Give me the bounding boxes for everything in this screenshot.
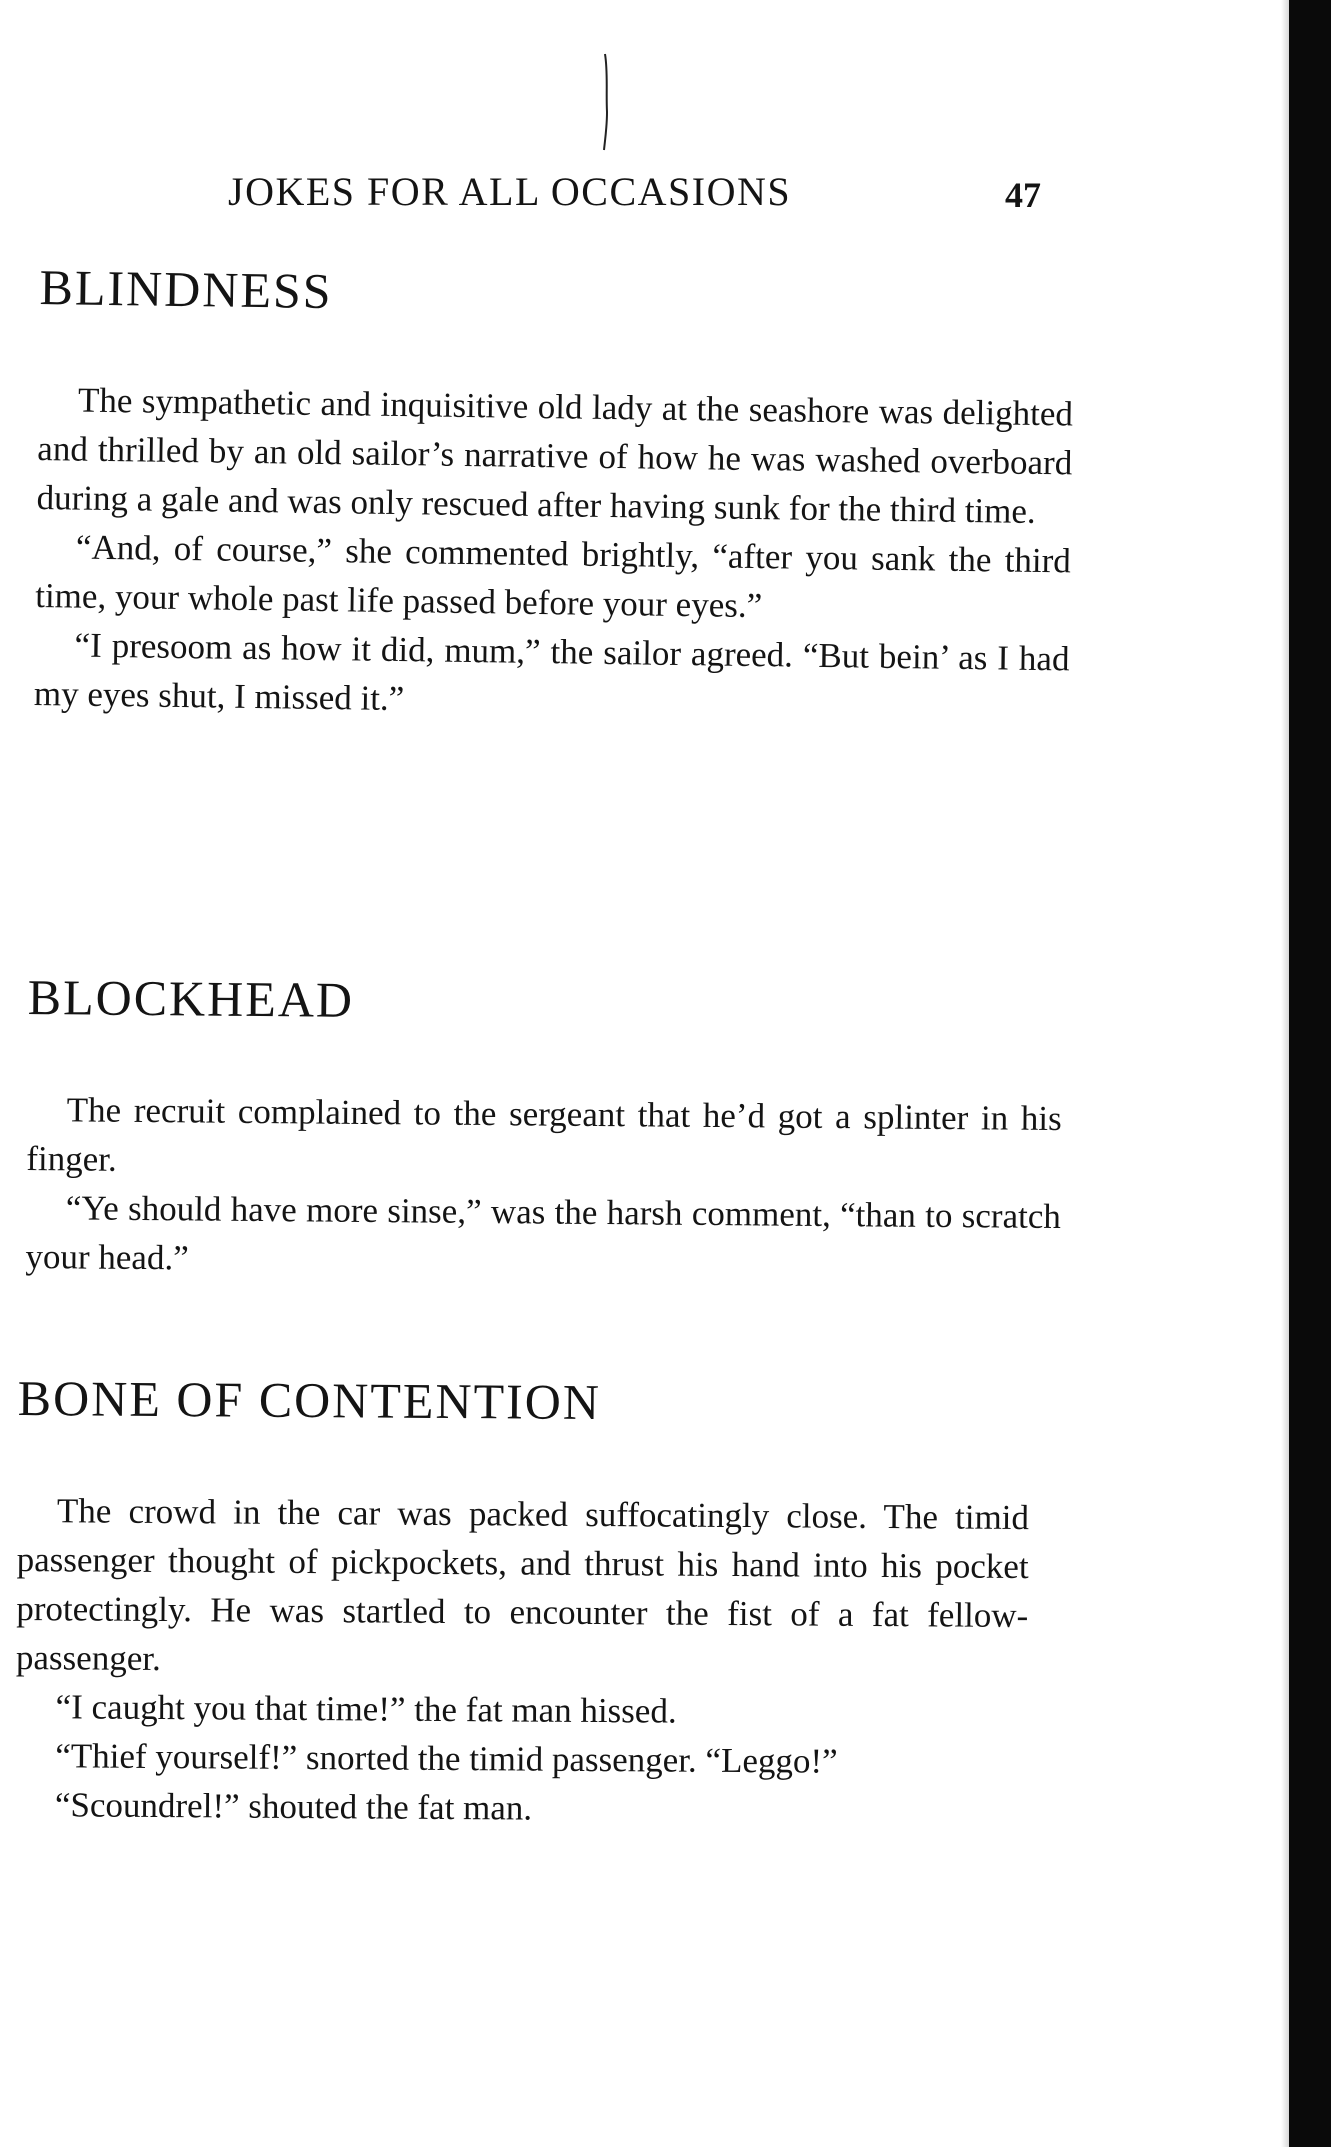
paragraph: “I caught you that time!” the fat man hissed. bbox=[55, 1687, 677, 1731]
page-number: 47 bbox=[1005, 175, 1041, 215]
page-edge bbox=[1289, 0, 1331, 2147]
running-title: JOKES FOR ALL OCCASIONS bbox=[228, 169, 792, 214]
paragraph: “And, of course,” she commented brightly, “after you sank the third time, your whole past life passed before your eyes.” bbox=[35, 527, 1072, 626]
running-head bbox=[0, 164, 1331, 224]
page-edge-shadow bbox=[1281, 0, 1289, 2147]
paragraph: “Ye should have more sinse,” was the harsh comment, “than to scratch your head.” bbox=[25, 1188, 1062, 1278]
paragraph: The sympathetic and inquisitive old lady at the seashore was delighted and thrilled by an old sailor’s narrative of how he was washed overboard during a gale and was only rescued after having sunk for the third time. bbox=[36, 380, 1074, 531]
paragraph: “Scoundrel!” shouted the fat man. bbox=[54, 1785, 533, 1828]
section-blindness bbox=[34, 257, 1075, 732]
section-heading: BLINDNESS bbox=[39, 258, 333, 320]
section-bone-of-contention bbox=[15, 1368, 1030, 1836]
section-blockhead bbox=[25, 967, 1063, 1290]
paragraph: The recruit complained to the sergeant that he’d got a splinter in his finger. bbox=[26, 1090, 1062, 1179]
pencil-mark bbox=[596, 52, 614, 152]
paragraph: The crowd in the car was packed suffocatingly close. The timid passenger thought of pickpockets, and thrust his hand into his pocket protectingly. He was startled to encounter the fist of a fat fellow-passenger. bbox=[15, 1491, 1030, 1679]
paragraph: “I presoom as how it did, mum,” the sailor agreed. “But bein’ as I had my eyes shut, I missed it.” bbox=[33, 625, 1070, 719]
section-heading: BLOCKHEAD bbox=[27, 968, 355, 1028]
section-heading: BONE OF CONTENTION bbox=[17, 1370, 602, 1431]
paragraph: “Thief yourself!” snorted the timid passenger. “Leggo!” bbox=[55, 1736, 838, 1781]
